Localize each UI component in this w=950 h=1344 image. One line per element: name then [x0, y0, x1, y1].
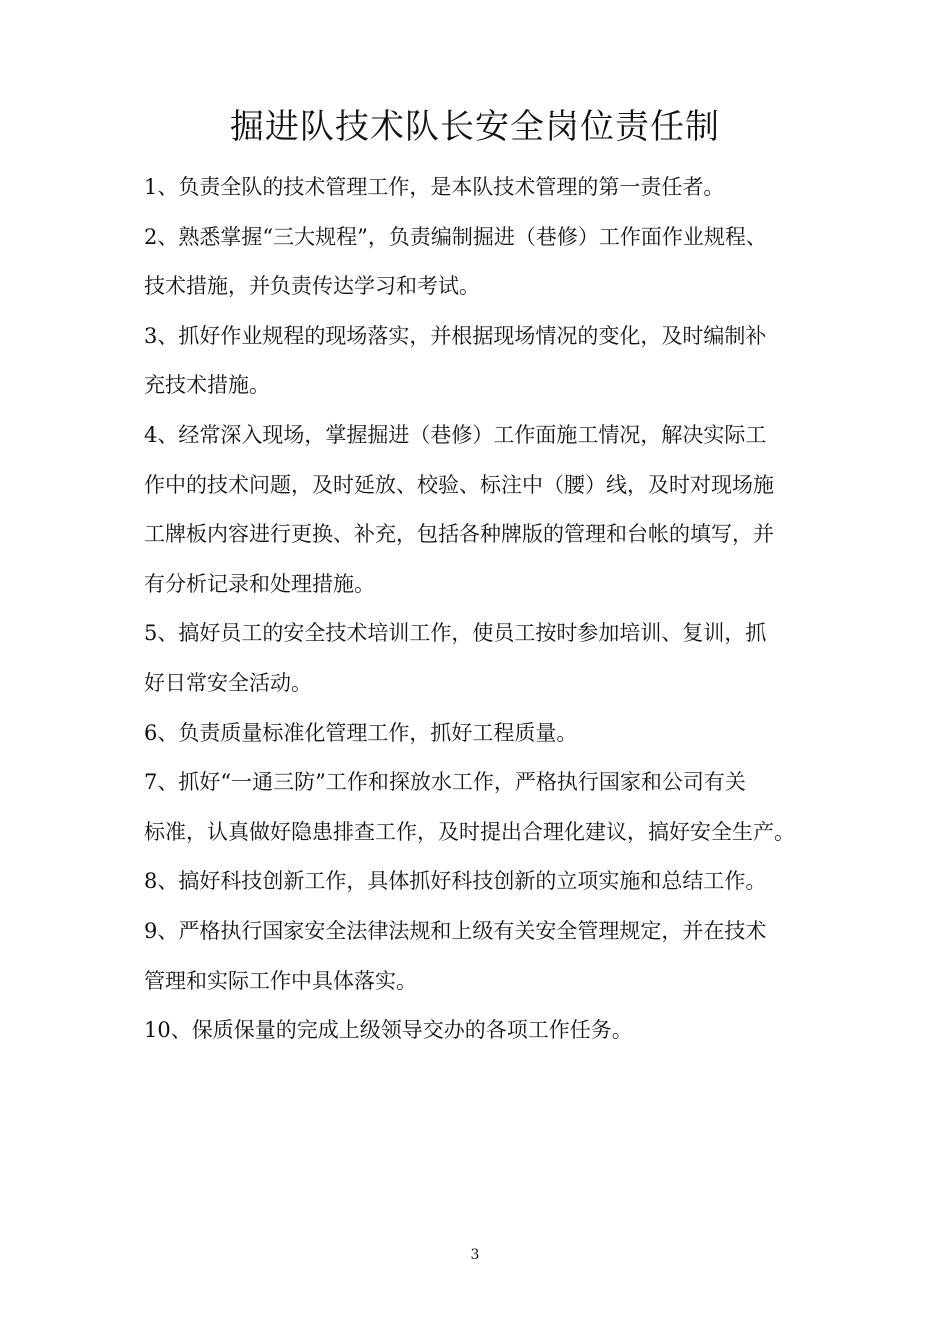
body-line: 5、搞好员工的安全技术培训工作，使员工按时参加培训、复训，抓 — [144, 621, 767, 646]
body-line: 10、保质保量的完成上级领导交办的各项工作任务。 — [144, 1018, 633, 1043]
body-line: 工牌板内容进行更换、补充，包括各种牌版的管理和台帐的填写，并 — [144, 522, 774, 547]
body-line: 9、严格执行国家安全法律法规和上级有关安全管理规定，并在技术 — [144, 918, 767, 943]
body-line: 2、熟悉掌握“三大规程”，负责编制掘进（巷修）工作面作业规程、 — [144, 224, 767, 249]
body-line: 6、负责质量标准化管理工作，抓好工程质量。 — [144, 720, 578, 745]
body-line: 好日常安全活动。 — [144, 670, 312, 695]
document-title: 掘进队技术队长安全岗位责任制 — [230, 107, 720, 147]
body-line: 3、抓好作业规程的现场落实，并根据现场情况的变化，及时编制补 — [144, 323, 767, 348]
body-line: 1、负责全队的技术管理工作，是本队技术管理的第一责任者。 — [144, 175, 725, 199]
page-number: 3 — [470, 1247, 480, 1263]
body-line: 技术措施，并负责传达学习和考试。 — [144, 274, 480, 299]
body-line: 7、抓好“一通三防”工作和探放水工作，严格执行国家和公司有关 — [144, 770, 746, 795]
body-line: 4、经常深入现场，掌握掘进（巷修）工作面施工情况，解决实际工 — [144, 422, 767, 447]
body-line: 有分析记录和处理措施。 — [144, 571, 375, 596]
body-line: 管理和实际工作中具体落实。 — [144, 968, 417, 993]
body-line: 作中的技术问题，及时延放、校验、标注中（腰）线，及时对现场施 — [144, 472, 774, 497]
body-line: 充技术措施。 — [144, 373, 270, 398]
body-line: 8、搞好科技创新工作，具体抓好科技创新的立项实施和总结工作。 — [144, 869, 767, 894]
document-body — [144, 163, 819, 1056]
body-line: 标准，认真做好隐患排查工作，及时提出合理化建议，搞好安全生产。 — [144, 819, 795, 844]
